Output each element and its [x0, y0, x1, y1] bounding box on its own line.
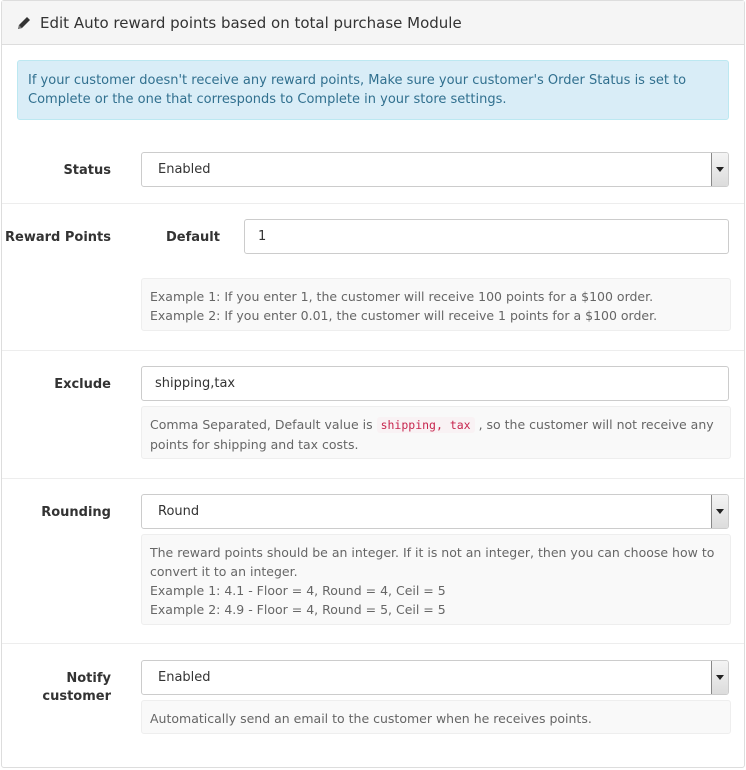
panel-body — [2, 45, 744, 120]
rounding-selected-value: Round — [158, 504, 200, 519]
panel-heading — [2, 1, 744, 45]
rounding-help-line2: Example 1: 4.1 - Floor = 4, Round = 4, Ceil = 5 — [150, 583, 446, 598]
module-edit-panel — [1, 0, 745, 768]
exclude-help — [141, 406, 731, 459]
rounding-row — [2, 478, 744, 643]
status-selected-value: Enabled — [158, 162, 211, 177]
reward-points-label: Reward Points — [5, 230, 111, 245]
notify-selected-value: Enabled — [158, 670, 211, 685]
rounding-help — [141, 534, 731, 625]
info-alert: If your customer doesn't receive any reward points, Make sure your customer's Order Status is set to Complete or the one that corresponds to Complete in your store settings. — [17, 60, 729, 120]
exclude-row — [2, 350, 744, 478]
notify-customer-row — [2, 643, 744, 767]
default-label: Default — [166, 230, 220, 245]
exclude-label: Exclude — [54, 377, 111, 392]
rounding-help-line3: Example 2: 4.9 - Floor = 4, Round = 5, Ceil = 5 — [150, 602, 446, 617]
rounding-label: Rounding — [41, 505, 111, 520]
reward-points-help-line1: Example 1: If you enter 1, the customer will receive 100 points for a $100 order. — [150, 289, 654, 304]
exclude-input[interactable]: shipping,tax — [141, 366, 729, 401]
chevron-down-icon[interactable] — [711, 153, 728, 186]
reward-points-row — [2, 203, 744, 350]
notify-customer-label — [42, 670, 111, 706]
status-label: Status — [63, 163, 111, 178]
notify-help: Automatically send an email to the customer when he receives points. — [141, 700, 731, 734]
panel-title: Edit Auto reward points based on total purchase Module — [40, 13, 462, 32]
chevron-down-icon[interactable] — [711, 661, 728, 694]
status-row — [2, 137, 744, 203]
reward-points-help — [141, 278, 731, 331]
exclude-help-suffix: , so the customer will not receive any points for shipping and tax costs. — [150, 417, 714, 452]
status-select[interactable] — [141, 152, 729, 187]
reward-points-help-line2: Example 2: If you enter 0.01, the customer will receive 1 points for a $100 order. — [150, 308, 658, 323]
notify-label-line1: Notify — [66, 671, 111, 686]
chevron-down-icon[interactable] — [711, 495, 728, 528]
notify-label-line2: customer — [42, 689, 111, 704]
reward-points-default-input[interactable]: 1 — [244, 219, 729, 254]
rounding-select[interactable] — [141, 494, 729, 529]
notify-customer-select[interactable] — [141, 660, 729, 695]
rounding-help-line1: The reward points should be an integer. If it is not an integer, then you can choose how to convert it to an integer. — [150, 545, 715, 579]
exclude-help-code: shipping, tax — [377, 417, 475, 433]
exclude-help-prefix: Comma Separated, Default value is — [150, 417, 377, 432]
pencil-icon — [16, 15, 32, 31]
